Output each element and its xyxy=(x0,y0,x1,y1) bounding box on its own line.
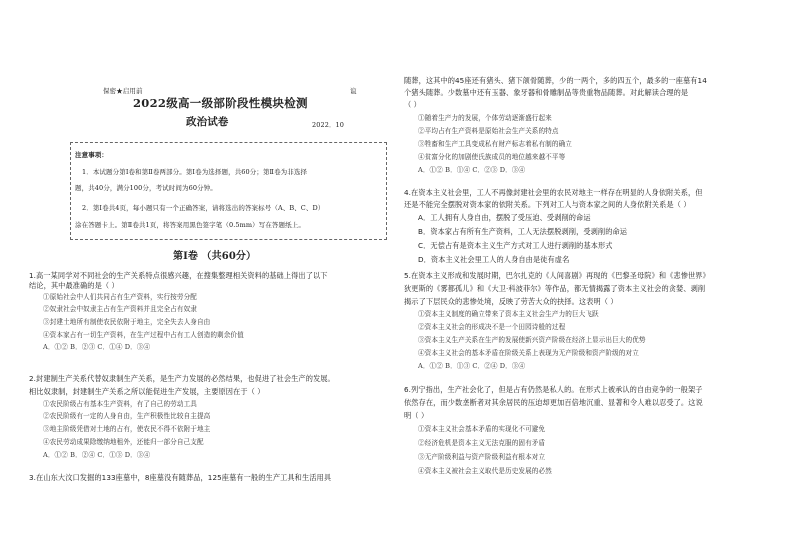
q5-stem-2: 狄更斯的《雾都孤儿》和《大卫·科波菲尔》等作品，都无情揭露了资本主义社会的贪婪、剥削 xyxy=(404,284,706,293)
q6-stem-3: 明（ ） xyxy=(404,411,429,420)
q6-option-4: ④资本主义被社会主义取代是历史发展的必然 xyxy=(418,467,552,475)
seal-mark: 谊 xyxy=(350,87,357,95)
q2-option-3: ③地主阶级凭借对土地的占有，使农民不得不依附于地主 xyxy=(43,425,211,433)
q1-answers: A．①② B．②③ C．①④ D．③④ xyxy=(43,343,151,351)
q5-option-3: ③资本主义生产关系在生产的发展使新兴资产阶级在经济上显示出巨大的优势 xyxy=(418,336,646,344)
q2-stem-1: 2.封建制生产关系代替奴隶制生产关系，是生产力发展的必然结果，也促进了社会生产的发展。 xyxy=(29,374,335,383)
q5-option-2: ②资本主义社会的形成决不是一个田园诗般的过程 xyxy=(418,323,566,331)
q6-option-1: ①资本主义社会基本矛盾的实现化不可避免 xyxy=(418,425,546,433)
q4-stem-1: 4.在资本主义社会里，工人不再像封建社会里的农民对地主一样存在明显的人身依附关系，但 xyxy=(404,188,703,197)
q1-option-4: ④资本家占有一切生产资料，在生产过程中占有工人创造的剩余价值 xyxy=(43,331,244,339)
q3-option-1: ①随着生产力的发展，个体劳动逐渐盛行起来 xyxy=(418,114,552,122)
q2-stem-2: 相比奴隶制，封建制生产关系之所以能促进生产发展，主要原因在于（ ） xyxy=(29,387,265,396)
q3-option-3: ③牲畜和生产工具变成私有财产标志着私有制的确立 xyxy=(418,140,572,148)
q3-answers: A．①② B．①④ C．②③ D．③④ xyxy=(418,166,526,174)
q4-stem-2: 还是不能完全摆脱对资本家的依附关系。下列对工人与资本家之间的人身依附关系是（ ） xyxy=(404,200,691,209)
q5-stem-3: 揭示了下层民众的悲惨处境，反映了劳苦大众的抉择。这表明（ ） xyxy=(404,297,618,306)
q1-stem-1: 1.高一某同学对不同社会的生产关系特点很感兴趣，在搜集整理相关资料的基础上得出了以下 xyxy=(29,271,328,280)
q6-stem-1: 6.列宁指出，生产社会化了，但是占有仍然是私人的。在形式上被承认的自由竞争的一般架子 xyxy=(404,385,703,394)
exam-date: 2022．10 xyxy=(312,121,345,129)
notice-line-2a: 2．第Ⅰ卷共4页，每小题只有一个正确答案，请将选出的答案标号（A、B、C、D） xyxy=(82,204,325,212)
q3-option-2: ②平均占有生产资料是原始社会生产关系的特点 xyxy=(418,127,559,135)
q1-option-3: ③封建土地所有制使农民依附于地主，完全失去人身自由 xyxy=(43,318,211,326)
notice-line-1a: 1．本试题分第Ⅰ卷和第Ⅱ卷两部分。第Ⅰ卷为选择题，共60分；第Ⅱ卷为非选择 xyxy=(82,168,308,176)
q3-stem-3: 个猪头随葬。少数墓中还有玉器、象牙器和骨雕制品等贵重物品随葬。对此解读合理的是 xyxy=(404,88,689,97)
exam-title: 2022级高一级部阶段性模块检测 xyxy=(133,96,308,110)
q3-stem-2: 随葬，这其中的45座还有猪头、猪下颌骨随葬，少的一两个，多的四五个，最多的一座墓有14 xyxy=(404,76,707,85)
q5-option-4: ④资本主义社会的基本矛盾在阶级关系上表现为无产阶级和资产阶级的对立 xyxy=(418,349,639,357)
q6-option-2: ②经济危机是资本主义无法克服的固有矛盾 xyxy=(418,439,546,447)
q2-option-1: ①农民阶级占有基本生产资料，有了自己的劳动工具 xyxy=(43,400,197,408)
section-title: 第Ⅰ卷 （共60分） xyxy=(173,251,257,262)
q5-option-1: ①资本主义制度的确立带来了资本主义社会生产力的巨大飞跃 xyxy=(418,310,599,318)
q3-option-4: ④贫富分化的加剧使氏族成员的地位越来越不平等 xyxy=(418,153,566,161)
notice-line-2b: 涂在答题卡上。第Ⅱ卷共1页，将答案用黑色签字笔（0.5mm）写在答题纸上。 xyxy=(75,221,305,229)
notice-line-1b: 题，共40分，满分100分，考试时间为60分钟。 xyxy=(75,184,217,192)
q5-answers: A．①② B．①③ C．②④ D．③④ xyxy=(418,362,526,370)
q4-option-c: C．无偿占有是资本主义生产方式对工人进行剥削的基本形式 xyxy=(418,241,613,250)
exam-subject: 政治试卷 xyxy=(186,116,229,128)
q4-option-a: A．工人拥有人身自由，摆脱了受压迫、受剥削的命运 xyxy=(418,213,591,222)
notice-heading: 注意事项： xyxy=(75,151,108,159)
q1-stem-2: 结论，其中最准确的是（ ） xyxy=(29,281,119,290)
q6-option-3: ③无产阶级利益与资产阶级利益有根本对立 xyxy=(418,453,546,461)
q4-option-b: B．资本家占有所有生产资料，工人无法摆脱剥削，受剥削的命运 xyxy=(418,227,628,236)
q5-stem-1: 5.在资本主义形成和发展时期，巴尔扎克的《人间喜剧》再现的《巴黎圣母院》和《悲惨世界》 xyxy=(404,271,710,280)
q3-stem-1: 3.在山东大汶口发掘的133座墓中，8座墓没有随葬品，125座墓有一般的生产工具和生活用具 xyxy=(29,473,332,482)
q6-stem-2: 依然存在，而少数垄断者对其余居民的压迫却更加百倍地沉重、显著和令人难以忍受了。这说 xyxy=(404,398,703,407)
q2-option-2: ②农民阶级有一定的人身自由，生产积极性比较自主提高 xyxy=(43,412,211,420)
q4-option-d: D．资本主义社会里工人的人身自由是徒有虚名 xyxy=(418,255,570,264)
q1-option-1: ①原始社会中人们共同占有生产资料，实行按劳分配 xyxy=(43,293,197,301)
q2-answers: A．①② B．②④ C．①③ D．③④ xyxy=(43,451,151,459)
q3-stem-4: （ ） xyxy=(404,100,421,109)
q2-option-4: ④农民劳动成果除缴纳地租外，还能归一部分自己支配 xyxy=(43,438,204,446)
secret-label: 保密★启用前 xyxy=(103,87,143,95)
q1-option-2: ②奴隶社会中奴隶主占有生产资料并且完全占有奴隶 xyxy=(43,305,197,313)
